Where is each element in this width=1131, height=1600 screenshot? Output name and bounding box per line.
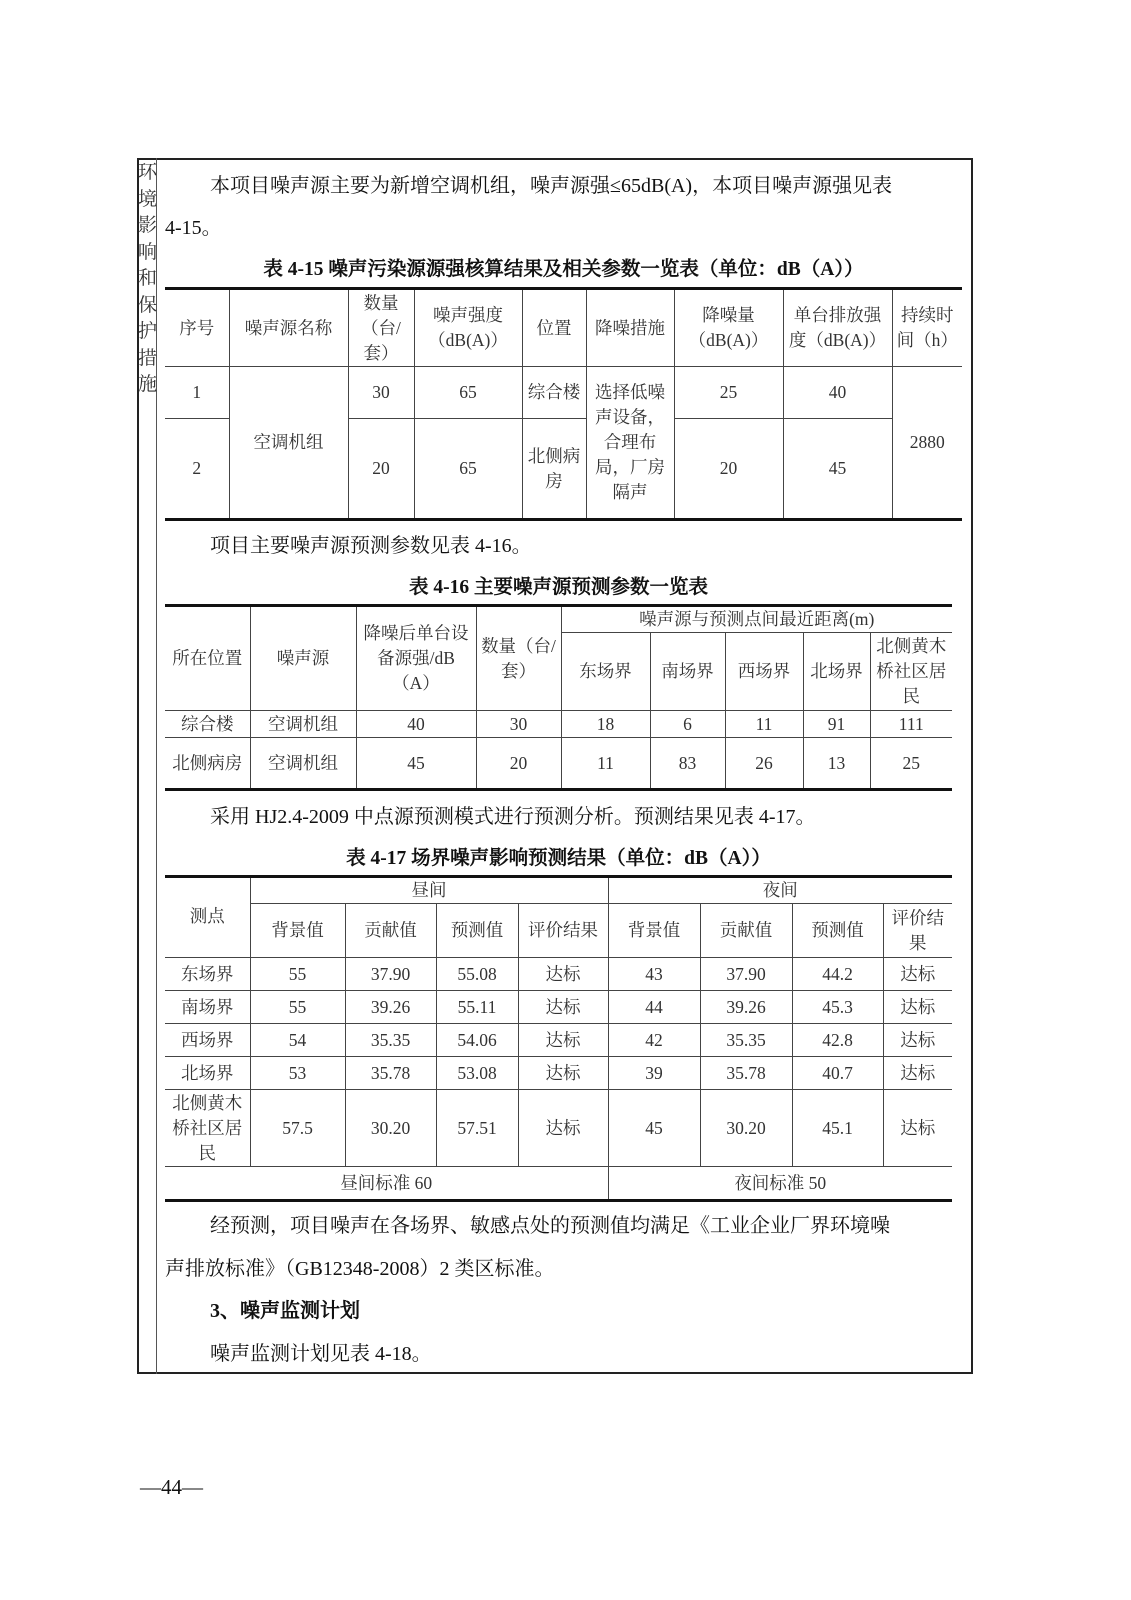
cell: 55.11 [436, 991, 518, 1024]
header-cell: 东场界 [561, 633, 650, 711]
cell: 55 [250, 991, 345, 1024]
side-label: 环境影响和保护措施 [138, 162, 158, 395]
header-cell: 昼间 [250, 877, 608, 904]
cell: 25 [674, 367, 783, 419]
cell: 6 [650, 711, 725, 738]
cell: 35.78 [345, 1057, 436, 1090]
header-cell: 数量（台/套） [348, 289, 414, 367]
table-row [165, 367, 962, 419]
cell: 选择低噪声设备，合理布局，厂房隔声 [586, 367, 674, 520]
section-heading: 3、噪声监测计划 [210, 1300, 360, 1322]
table-row [165, 1090, 952, 1167]
cell: 达标 [883, 1090, 952, 1167]
cell: 26 [725, 738, 803, 790]
cell: 45.3 [792, 991, 883, 1024]
cell: 30 [348, 367, 414, 419]
cell: 达标 [518, 1090, 608, 1167]
cell: 111 [870, 711, 952, 738]
cell: 37.90 [700, 958, 792, 991]
paragraph-4: 经预测，项目噪声在各场界、敏感点处的预测值均满足《工业企业厂界环境噪 [210, 1215, 890, 1237]
cell: 53.08 [436, 1057, 518, 1090]
header-cell: 贡献值 [345, 904, 436, 958]
header-cell: 序号 [165, 289, 229, 367]
cell: 综合楼 [522, 367, 586, 419]
table-4-16-caption: 表 4-16 主要噪声源预测参数一览表 [409, 577, 708, 598]
table-4-15-caption: 表 4-15 噪声污染源源强核算结果及相关参数一览表（单位：dB（A）） [263, 259, 864, 280]
table-row [165, 958, 952, 991]
table-4-16 [165, 604, 952, 791]
header-cell: 降噪后单台设备源强/dB（A） [356, 606, 476, 711]
cell: 20 [348, 419, 414, 520]
cell: 综合楼 [165, 711, 250, 738]
cell: 65 [414, 367, 522, 419]
cell: 18 [561, 711, 650, 738]
cell: 40 [356, 711, 476, 738]
cell: 45.1 [792, 1090, 883, 1167]
cell: 45 [783, 419, 892, 520]
cell: 54.06 [436, 1024, 518, 1057]
paragraph-1-cont: 4-15。 [165, 217, 222, 239]
cell: 35.35 [345, 1024, 436, 1057]
cell: 30.20 [345, 1090, 436, 1167]
cell: 55.08 [436, 958, 518, 991]
cell: 11 [725, 711, 803, 738]
cell: 57.51 [436, 1090, 518, 1167]
cell: 2880 [892, 367, 962, 520]
cell: 30.20 [700, 1090, 792, 1167]
cell: 54 [250, 1024, 345, 1057]
header-cell: 所在位置 [165, 606, 250, 711]
cell: 40.7 [792, 1057, 883, 1090]
cell: 25 [870, 738, 952, 790]
header-cell: 位置 [522, 289, 586, 367]
cell: 达标 [518, 1057, 608, 1090]
cell: 20 [476, 738, 561, 790]
cell: 北侧病房 [522, 419, 586, 520]
cell: 达标 [518, 1024, 608, 1057]
cell: 42.8 [792, 1024, 883, 1057]
cell: 35.78 [700, 1057, 792, 1090]
table-row [165, 711, 952, 738]
cell: 南场界 [165, 991, 250, 1024]
header-cell: 评价结果 [518, 904, 608, 958]
cell: 45 [356, 738, 476, 790]
table-row [165, 1057, 952, 1090]
cell: 91 [803, 711, 870, 738]
header-cell: 北侧黄木桥社区居民 [870, 633, 952, 711]
cell: 57.5 [250, 1090, 345, 1167]
header-cell: 背景值 [608, 904, 700, 958]
paragraph-2: 项目主要噪声源预测参数见表 4-16。 [210, 535, 532, 557]
header-cell: 夜间 [608, 877, 952, 904]
cell: 1 [165, 367, 229, 419]
cell: 11 [561, 738, 650, 790]
cell: 2 [165, 419, 229, 520]
cell: 达标 [883, 958, 952, 991]
cell: 65 [414, 419, 522, 520]
cell: 44 [608, 991, 700, 1024]
cell: 30 [476, 711, 561, 738]
header-cell: 测点 [165, 877, 250, 958]
header-cell: 背景值 [250, 904, 345, 958]
night-standard: 夜间标准 50 [608, 1167, 952, 1201]
cell: 东场界 [165, 958, 250, 991]
cell: 空调机组 [250, 738, 356, 790]
table-4-15 [165, 287, 962, 521]
cell: 空调机组 [250, 711, 356, 738]
header-cell: 南场界 [650, 633, 725, 711]
cell: 北侧病房 [165, 738, 250, 790]
header-cell: 数量（台/套） [476, 606, 561, 711]
header-cell: 评价结果 [883, 904, 952, 958]
table-row [165, 738, 952, 790]
cell: 北场界 [165, 1057, 250, 1090]
cell: 45 [608, 1090, 700, 1167]
cell: 53 [250, 1057, 345, 1090]
cell: 达标 [518, 991, 608, 1024]
paragraph-4-cont: 声排放标准》（GB12348-2008）2 类区标准。 [165, 1258, 555, 1280]
header-cell: 噪声源 [250, 606, 356, 711]
header-cell: 西场界 [725, 633, 803, 711]
header-cell: 噪声源与预测点间最近距离(m) [561, 606, 952, 633]
cell: 55 [250, 958, 345, 991]
cell: 37.90 [345, 958, 436, 991]
cell: 空调机组 [229, 367, 348, 520]
day-standard: 昼间标准 60 [165, 1167, 608, 1201]
header-cell: 噪声强度（dB(A)） [414, 289, 522, 367]
table-row [165, 991, 952, 1024]
header-cell: 北场界 [803, 633, 870, 711]
cell: 39.26 [345, 991, 436, 1024]
paragraph-3: 采用 HJ2.4-2009 中点源预测模式进行预测分析。预测结果见表 4-17。 [210, 806, 816, 828]
header-cell: 持续时间（h） [892, 289, 962, 367]
cell: 39 [608, 1057, 700, 1090]
cell: 13 [803, 738, 870, 790]
header-cell: 降噪量（dB(A)） [674, 289, 783, 367]
header-cell: 单台排放强度（dB(A)） [783, 289, 892, 367]
table-4-17 [165, 875, 952, 1202]
paragraph-5: 噪声监测计划见表 4-18。 [210, 1343, 432, 1365]
table-4-17-caption: 表 4-17 场界噪声影响预测结果（单位：dB（A）） [346, 848, 771, 869]
header-cell: 预测值 [792, 904, 883, 958]
cell: 43 [608, 958, 700, 991]
cell: 达标 [883, 1057, 952, 1090]
cell: 39.26 [700, 991, 792, 1024]
cell: 达标 [883, 991, 952, 1024]
cell: 35.35 [700, 1024, 792, 1057]
header-cell: 预测值 [436, 904, 518, 958]
header-cell: 噪声源名称 [229, 289, 348, 367]
table-row [165, 1024, 952, 1057]
page-number: —44— [140, 1475, 203, 1499]
cell: 20 [674, 419, 783, 520]
standard-row [165, 1167, 952, 1201]
cell: 北侧黄木桥社区居民 [165, 1090, 250, 1167]
cell: 42 [608, 1024, 700, 1057]
cell: 达标 [518, 958, 608, 991]
cell: 83 [650, 738, 725, 790]
paragraph-1: 本项目噪声源主要为新增空调机组，噪声源强≤65dB(A)，本项目噪声源强见表 [210, 175, 893, 197]
cell: 40 [783, 367, 892, 419]
cell: 达标 [883, 1024, 952, 1057]
header-cell: 贡献值 [700, 904, 792, 958]
header-cell: 降噪措施 [586, 289, 674, 367]
cell: 44.2 [792, 958, 883, 991]
cell: 西场界 [165, 1024, 250, 1057]
